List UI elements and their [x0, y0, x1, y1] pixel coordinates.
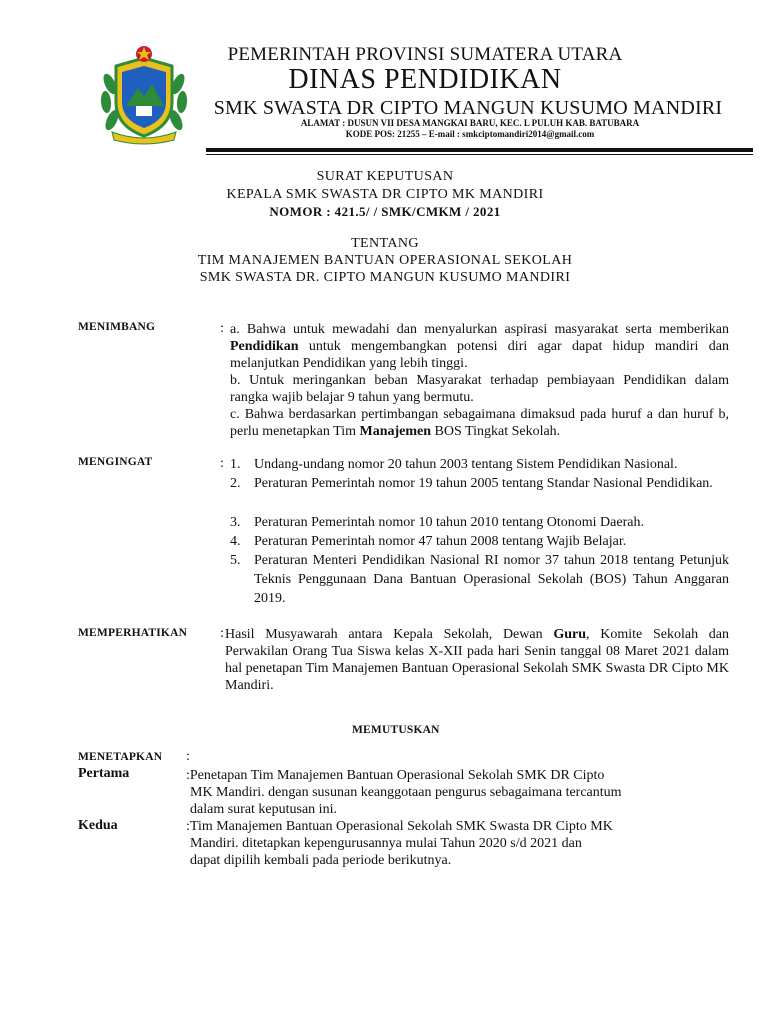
colon-memperhatikan: :: [220, 626, 224, 641]
colon-menetapkan: :: [186, 749, 190, 764]
kedua-line-3: dapat dipilih kembali pada periode berikutnya.: [190, 853, 452, 868]
heading-memutuskan: MEMUTUSKAN: [352, 724, 440, 736]
colon-menimbang: :: [220, 321, 224, 336]
kedua-line-2: Mandiri. ditetapkan kepengurusannya mulai Tahun 2020 s/d 2021 dan: [190, 836, 582, 851]
header-address: ALAMAT : DUSUN VII DESA MANGKAI BARU, KEC. L PULUH KAB. BATUBARA: [300, 118, 640, 128]
title-nomor: NOMOR : 421.5/ / SMK/CMKM / 2021: [269, 204, 501, 219]
kedua-line-1: :Tim Manajemen Bantuan Operasional Sekolah SMK Swasta DR Cipto MK: [186, 819, 613, 834]
header-line-school: SMK SWASTA DR CIPTO MANGUN KUSUMO MANDIRI: [213, 97, 723, 119]
title-kepala: KEPALA SMK SWASTA DR CIPTO MK MANDIRI: [226, 187, 544, 202]
label-mengingat: MENGINGAT: [78, 456, 153, 468]
provincial-crest-icon: [98, 44, 190, 146]
header-contact: KODE POS: 21255 – E-mail : smkciptomandiri2014@gmail.com: [345, 129, 595, 139]
pertama-line-1: :Penetapan Tim Manajemen Bantuan Operasional Sekolah SMK DR Cipto: [186, 768, 605, 783]
letterhead-rule-thin: [206, 154, 753, 155]
header-line-province: PEMERINTAH PROVINSI SUMATERA UTARA: [227, 44, 623, 65]
title-tentang: TENTANG: [351, 236, 419, 251]
label-pertama: Pertama: [78, 766, 130, 781]
colon-mengingat: :: [220, 456, 224, 471]
menimbang-point-b: b. Untuk meringankan beban Masyarakat terhadap pembiayaan Pendidikan dalam rangka wajib belajar 9 tahun yang bermutu.: [230, 373, 729, 405]
menimbang-point-a: a. Bahwa untuk mewadahi dan menyalurkan aspirasi masyarakat serta memberikan Pendidikan untuk mengembangkan potensi diri agar dapat hidup mandiri dan melanjutkan Pendidikan yang lebih tinggi.: [230, 322, 729, 371]
label-menimbang: MENIMBANG: [78, 321, 156, 333]
label-menetapkan: MENETAPKAN: [78, 751, 163, 763]
menimbang-body: [230, 321, 729, 440]
title-surat-keputusan: SURAT KEPUTUSAN: [316, 169, 454, 184]
header-line-department: DINAS PENDIDIKAN: [288, 64, 562, 95]
title-subject-2: SMK SWASTA DR. CIPTO MANGUN KUSUMO MANDIRI: [199, 270, 571, 285]
memperhatikan-body: Hasil Musyawarah antara Kepala Sekolah, Dewan Guru, Komite Sekolah dan Perwakilan Orang Tua Siswa kelas X-XII pada hari Senin tanggal 08 Maret 2021 dalam hal penetapan Tim Manajemen Bantuan Operasional Sekolah SMK Swasta DR Cipto MK Mandiri.: [225, 627, 730, 693]
label-kedua: Kedua: [78, 818, 118, 833]
menimbang-point-c: c. Bahwa berdasarkan pertimbangan sebagaimana dimaksud pada huruf a dan huruf b, perlu menetapkan Tim Manajemen BOS Tingkat Sekolah.: [230, 407, 729, 439]
title-subject-1: TIM MANAJEMEN BANTUAN OPERASIONAL SEKOLAH: [197, 253, 573, 268]
letterhead-rule-thick: [206, 148, 753, 152]
pertama-line-2: MK Mandiri. dengan susunan keanggotaan pengurus sebagaimana tercantum: [190, 785, 622, 800]
label-memperhatikan: MEMPERHATIKAN: [78, 627, 188, 639]
pertama-line-3: dalam surat keputusan ini.: [190, 802, 337, 817]
